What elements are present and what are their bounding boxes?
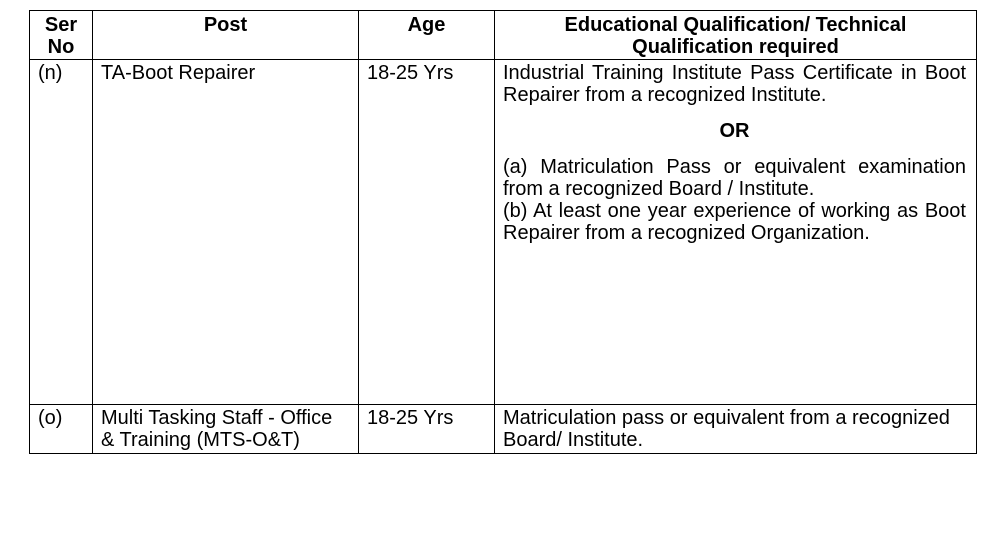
age-cell: 18-25 Yrs <box>359 60 495 405</box>
post-cell: Multi Tasking Staff - Office & Training (MTS-O&T) <box>93 405 359 454</box>
header-qualification: Educational Qualification/ Technical Qualification required <box>495 11 977 60</box>
qualification-cell <box>495 60 977 405</box>
header-ser-no: Ser No <box>30 11 93 60</box>
table-row <box>30 405 977 454</box>
header-post: Post <box>93 11 359 60</box>
qualification-cell <box>495 405 977 454</box>
ser-no-cell: (o) <box>30 405 93 454</box>
header-age: Age <box>359 11 495 60</box>
qualification-text: Matriculation pass or equivalent from a recognized Board/ Institute. <box>503 407 950 451</box>
header-row <box>30 11 977 60</box>
ser-no-cell: (n) <box>30 60 93 405</box>
age-cell: 18-25 Yrs <box>359 405 495 454</box>
spacer <box>503 244 966 266</box>
qualification-text: Industrial Training Institute Pass Certificate in Boot Repairer from a recognized Institute. <box>503 62 966 106</box>
or-separator: OR <box>719 120 750 142</box>
qualification-table <box>29 10 977 454</box>
qualification-option-b: (b) At least one year experience of working as Boot Repairer from a recognized Organization. <box>503 200 966 244</box>
table-row <box>30 60 977 405</box>
qualification-option-a: (a) Matriculation Pass or equivalent examination from a recognized Board / Institute. <box>503 156 966 200</box>
post-cell: TA-Boot Repairer <box>93 60 359 405</box>
